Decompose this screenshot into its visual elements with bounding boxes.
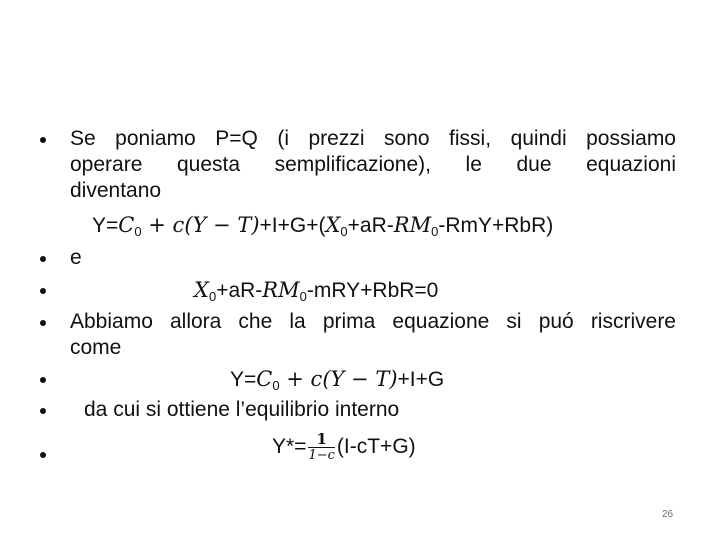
bullet-2: e xyxy=(70,246,82,269)
bullet-marker xyxy=(40,452,46,458)
equation-4: Y*= $\frac{1}{1-c}$ (I-cT+G) xyxy=(272,429,416,463)
bullet-marker xyxy=(40,377,46,383)
bullet-marker xyxy=(40,408,46,414)
bullet-1-line-2: operare questa semplificazione), le due equazioni xyxy=(70,153,676,176)
bullet-6: da cui si ottiene l’equilibrio interno xyxy=(84,398,400,421)
bullet-marker xyxy=(40,256,46,262)
bullet-marker xyxy=(40,320,46,326)
bullet-1-line-1: Se poniamo P=Q (i prezzi sono fissi, quindi possiamo xyxy=(70,127,676,150)
equation-3: $Y=C_0 + c(Y - T)+I+G$ xyxy=(230,367,445,393)
bullet-4-line-1: Abbiamo allora che la prima equazione si puó riscrivere xyxy=(70,310,676,333)
equation-2: $X_0+aR-RM_0-mRY+RbR=0$ xyxy=(194,278,439,304)
bullet-marker xyxy=(40,137,46,143)
page-number: 26 xyxy=(662,509,674,520)
bullet-4-line-2: come xyxy=(70,336,122,359)
equation-1: $Y=C_0 + c(Y - T)+I+G+(X_0+aR-RM_0-RmY+RbR)$ xyxy=(92,213,554,239)
bullet-marker xyxy=(40,288,46,294)
fraction: $\frac{1}{1-c}$ xyxy=(308,429,335,463)
bullet-1-line-3: diventano xyxy=(70,179,162,202)
